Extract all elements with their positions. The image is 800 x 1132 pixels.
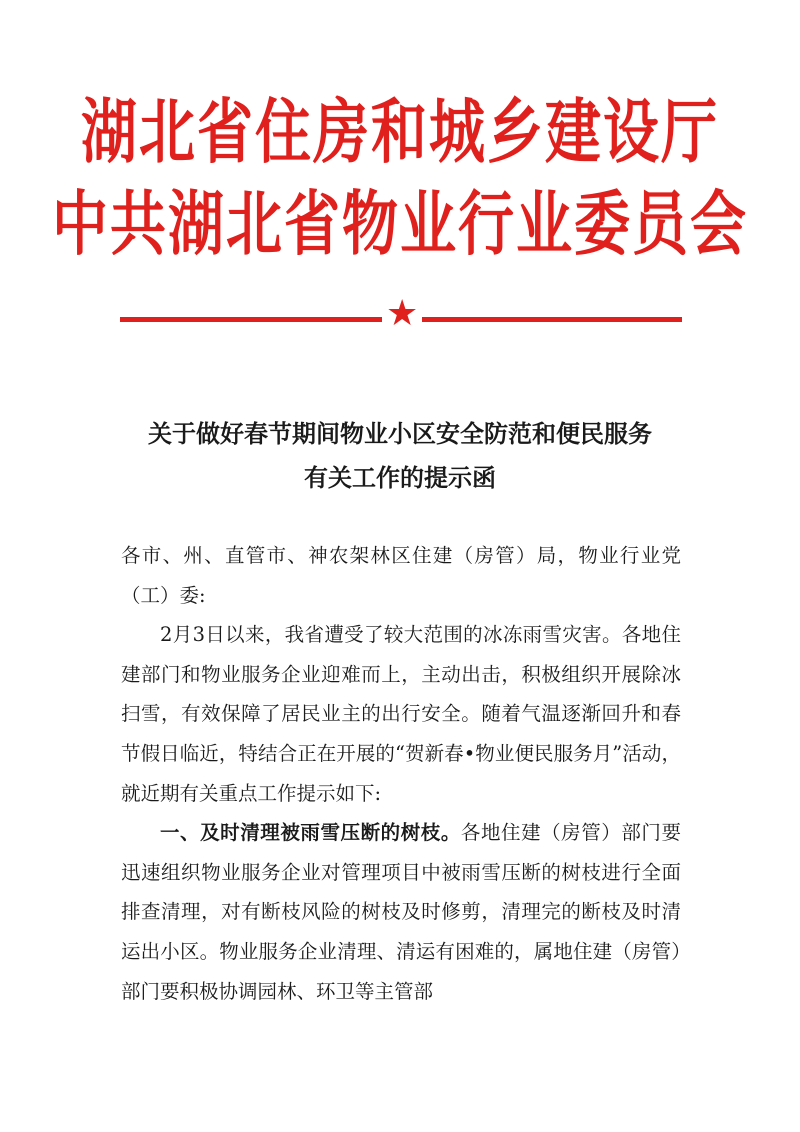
letterhead-divider [120,293,682,334]
divider-right-bar [422,317,682,322]
paragraph-intro: 2月3日以来，我省遭受了较大范围的冰冻雨雪灾害。各地住建部门和物业服务企业迎难而上，主动出击，积极组织开展除冰扫雪，有效保障了居民业主的出行安全。随着气温逐渐回升和春节假日临近，特结合正在开展的“贺新春•物业便民服务月”活动，就近期有关重点工作提示如下: [121,623,681,805]
letterhead [0,90,800,266]
issuing-org-1: 湖北省住房和城乡建设厅 [81,90,719,174]
salutation: 各市、州、直管市、神农架林区住建（房管）局，物业行业党（工）委: [121,544,681,607]
title-line-1: 关于做好春节期间物业小区安全防范和便民服务 [148,419,652,448]
issuing-org-2: 中共湖北省物业行业委员会 [52,182,748,266]
document-body [121,536,681,1011]
section-1-text: 各地住建（房管）部门要迅速组织物业服务企业对管理项目中被雨雪压断的树枝进行全面排查清理，对有断枝风险的树枝及时修剪，清理完的断枝及时清运出小区。物业服务企业清理、清运有困难的，属地住建（房管）部门要积极协调园林、环卫等主管部 [121,821,681,1003]
section-1 [121,813,681,1011]
section-1-heading: 一、及时清理被雨雪压断的树枝。 [160,821,461,845]
document-title [0,412,800,500]
divider-left-bar [120,317,382,322]
star-icon: ★ [386,293,419,334]
title-line-2: 有关工作的提示函 [304,463,496,492]
